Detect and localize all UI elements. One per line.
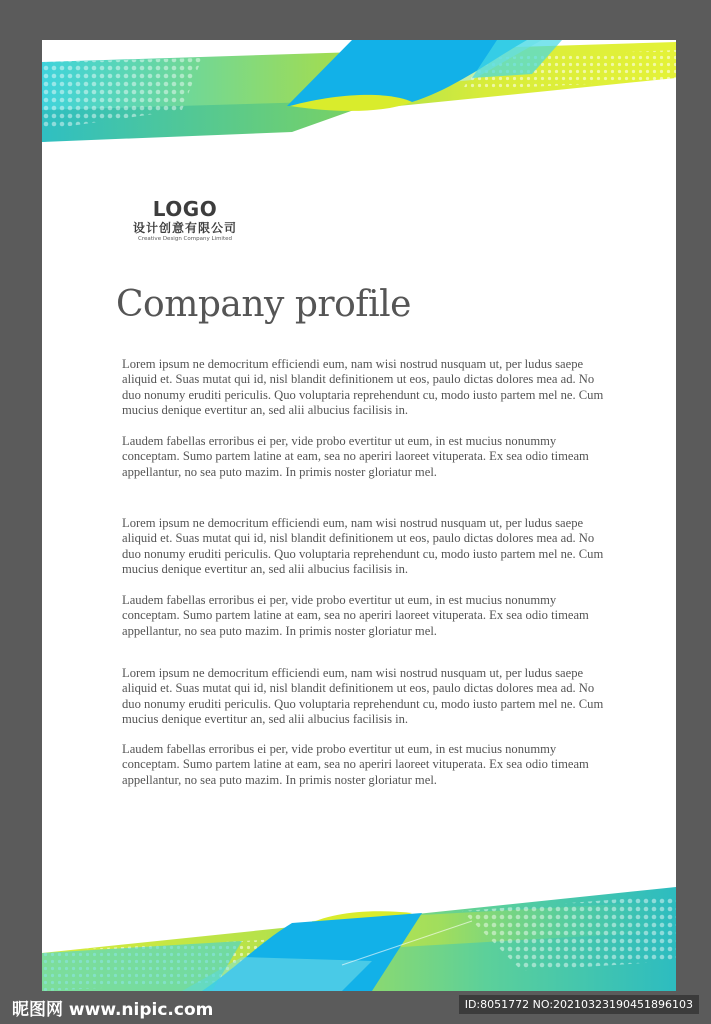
logo-english-name: Creative Design Company Limited (138, 236, 232, 242)
company-logo (120, 198, 250, 243)
bottom-decoration (42, 881, 676, 991)
paragraph-2: Laudem fabellas erroribus ei per, vide probo evertitur ut eum, in est mucius nonummy conceptam. Sumo partem latine at eam, sea no aperiri laoreet vituperata. Ex sea odio timeam appellantur, no sea puto mazim. In primis noster gloriatur mel. (122, 434, 589, 479)
paragraph-6: Laudem fabellas erroribus ei per, vide probo evertitur ut eum, in est mucius nonummy conceptam. Sumo partem latine at eam, sea no aperiri laoreet vituperata. Ex sea odio timeam appellantur, no sea puto mazim. In primis noster gloriatur mel. (122, 742, 589, 787)
watermark-site: 昵图网 www.nipic.com (12, 1000, 214, 1020)
watermark-bar (0, 991, 711, 1024)
watermark-id: ID:8051772 NO:20210323190451896103 (459, 995, 699, 1014)
letterhead-page (42, 40, 676, 991)
logo-chinese-name: 设计创意有限公司 (132, 221, 237, 235)
paragraph-5: Lorem ipsum ne democritum efficiendi eum, nam wisi nostrud nusquam ut, per ludus saepe aliquid et. Suas mutat qui id, nisl blandit definitionem ut eos, paulo dictas dolores mea ad. No duo nonumy eruditi periculis. Quo voluptaria reprehendunt cu, modo iusto partem mel ne. Cum mucius denique evertitur an, sed alii albucius facilisis in. (122, 666, 604, 726)
logo-text: LOGO (152, 197, 218, 221)
paragraph-4: Laudem fabellas erroribus ei per, vide probo evertitur ut eum, in est mucius nonummy conceptam. Sumo partem latine at eam, sea no aperiri laoreet vituperata. Ex sea odio timeam appellantur, no sea puto mazim. In primis noster gloriatur mel. (122, 593, 589, 638)
page-title: Company profile (116, 284, 411, 325)
top-decoration (42, 40, 676, 150)
paragraph-3: Lorem ipsum ne democritum efficiendi eum, nam wisi nostrud nusquam ut, per ludus saepe aliquid et. Suas mutat qui id, nisl blandit definitionem ut eos, paulo dictas dolores mea ad. No duo nonumy eruditi periculis. Quo voluptaria reprehendunt cu, modo iusto partem mel ne. Cum mucius denique evertitur an, sed alii albucius facilisis in. (122, 516, 604, 576)
paragraph-1: Lorem ipsum ne democritum efficiendi eum, nam wisi nostrud nusquam ut, per ludus saepe aliquid et. Suas mutat qui id, nisl blandit definitionem ut eos, paulo dictas dolores mea ad. No duo nonumy eruditi periculis. Quo voluptaria reprehendunt cu, modo iusto partem mel ne. Cum mucius denique evertitur an, sed alii albucius facilisis in. (122, 357, 604, 417)
